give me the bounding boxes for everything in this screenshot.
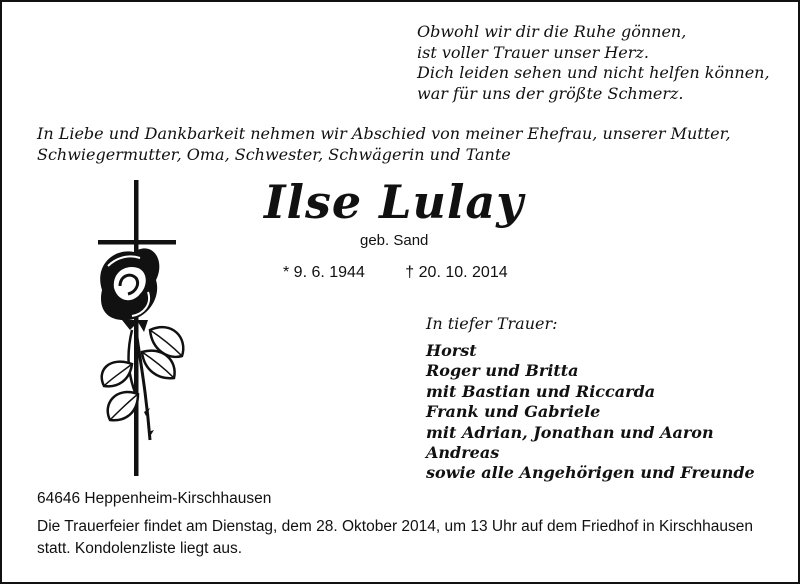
- mourner-line: mit Adrian, Jonathan und Aaron: [426, 422, 714, 442]
- poem-line: Obwohl wir dir die Ruhe gönnen,: [417, 22, 687, 41]
- mourner-line: sowie alle Angehörigen und Freunde: [426, 463, 755, 483]
- mourner-line: Andreas: [426, 443, 500, 463]
- mourner-line: Roger und Britta: [426, 361, 579, 381]
- birth-date: * 9. 6. 1944: [283, 264, 365, 281]
- mourner-line: mit Bastian und Riccarda: [426, 381, 656, 401]
- death-date: † 20. 10. 2014: [405, 264, 508, 281]
- place-line: 64646 Heppenheim-Kirschhausen: [37, 490, 272, 507]
- mourner-line: Horst: [426, 341, 477, 360]
- poem-line: ist voller Trauer unser Herz.: [417, 42, 649, 62]
- maiden-name: geb. Sand: [360, 232, 429, 249]
- deceased-name: Ilse Lulay: [264, 175, 524, 229]
- cross-with-rose-icon: [92, 180, 192, 480]
- poem: [417, 22, 770, 104]
- funeral-notice: Die Trauerfeier findet am Dienstag, dem 28. Oktober 2014, um 13 Uhr auf dem Friedhof in Kirschhausen statt. Kondolenzliste liegt aus.: [37, 518, 753, 557]
- mourners-list: [426, 341, 755, 484]
- life-dates: [283, 264, 508, 282]
- mourner-line: Frank und Gabriele: [426, 402, 601, 422]
- mourners-label: In tiefer Trauer:: [426, 314, 558, 333]
- intro-text: In Liebe und Dankbarkeit nehmen wir Abschied von meiner Ehefrau, unserer Mutter, Schwiegermutter, Oma, Schwester, Schwägerin und Tante: [37, 124, 731, 164]
- poem-line: war für uns der größte Schmerz.: [417, 83, 684, 103]
- poem-line: Dich leiden sehen und nicht helfen können,: [417, 63, 770, 82]
